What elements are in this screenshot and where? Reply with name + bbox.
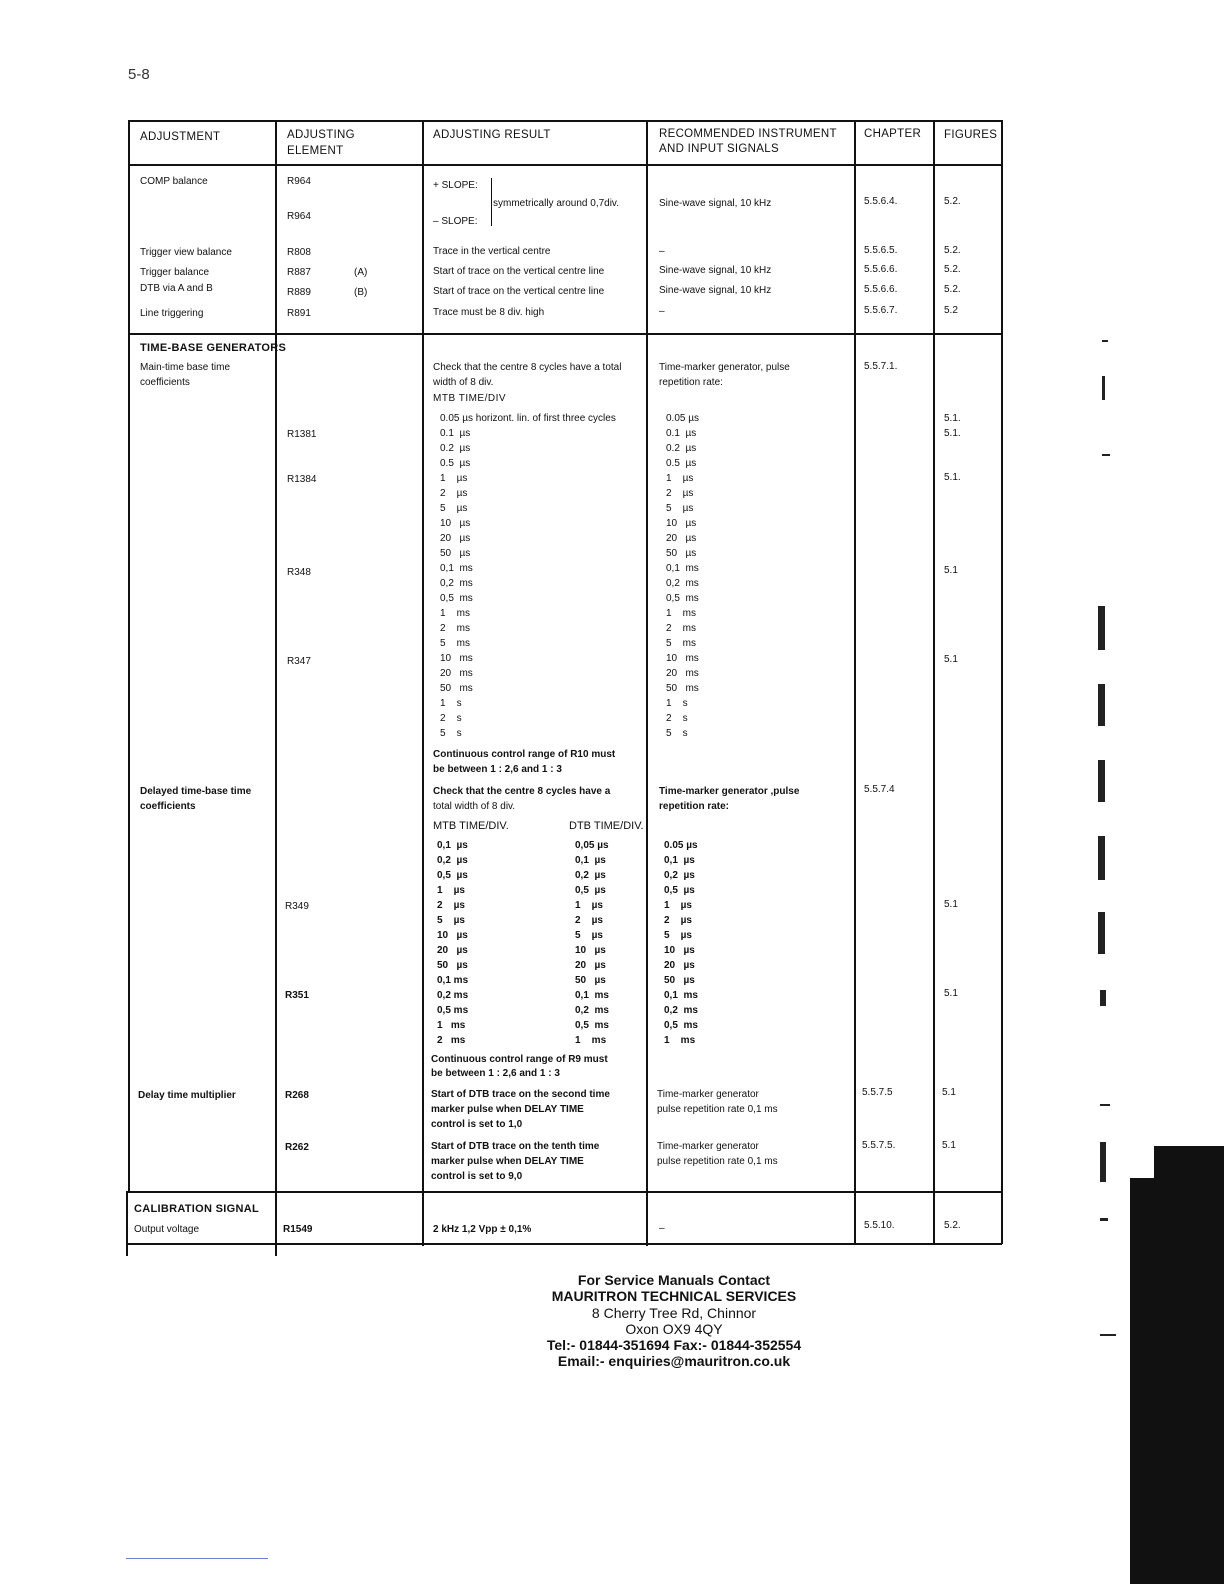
line-trigger-figure: 5.2 (944, 305, 958, 316)
column-divider-2 (422, 120, 424, 1246)
col-header-result: ADJUSTING RESULT (433, 129, 551, 141)
main-figure: 5.1. (944, 413, 961, 424)
footer-line2: MAURITRON TECHNICAL SERVICES (551, 1288, 797, 1304)
marker-rate-row: 50 ms (666, 683, 699, 694)
delayed-mtb-row: 10 µs (437, 930, 468, 941)
mtb-setting-row: 20 µs (440, 533, 471, 544)
delayed-marker-row: 1 ms (664, 1035, 696, 1046)
mtb-setting-row: 50 ms (440, 683, 473, 694)
r268-result-line2: marker pulse when DELAY TIME (431, 1104, 584, 1115)
delayed-marker-row: 0,1 µs (664, 855, 695, 866)
delayed-timebase-label-2: coefficients (140, 801, 196, 812)
calibration-output-label: Output voltage (134, 1224, 200, 1235)
table-border-left (128, 120, 130, 334)
footer-line5: Tel:- 01844-351694 Fax:- 01844-352554 (546, 1337, 802, 1353)
marker-rate-row: 10 ms (666, 653, 699, 664)
scan-mark (1100, 1142, 1106, 1182)
mtb-setting-row: 20 ms (440, 668, 473, 679)
trigger-balance-result-a: Start of trace on the vertical centre line (433, 266, 605, 277)
delayed-marker-row: 1 µs (664, 900, 692, 911)
r268-instrument-line2: pulse repetition rate 0,1 ms (657, 1104, 778, 1115)
calibration-figure: 5.2. (944, 1220, 961, 1231)
mtb-setting-row: 1 µs (440, 473, 468, 484)
bottom-rule (126, 1558, 268, 1559)
table-border-left-mid (128, 334, 130, 1192)
section-title-calibration: CALIBRATION SIGNAL (134, 1203, 259, 1215)
main-element-r347: R347 (287, 656, 311, 667)
scan-mark (1098, 606, 1105, 650)
calibration-chapter: 5.5.10. (864, 1220, 895, 1231)
r262-figure: 5.1 (942, 1140, 956, 1151)
main-result-line1: Check that the centre 8 cycles have a total (433, 362, 622, 373)
marker-rate-row: 0.1 µs (666, 428, 697, 439)
marker-rate-row: 1 µs (666, 473, 694, 484)
main-instrument-line1: Time-marker generator, pulse (659, 362, 790, 373)
line-trigger-chapter: 5.5.6.7. (864, 305, 898, 316)
delayed-mtb-header: MTB TIME/DIV. (433, 820, 509, 832)
header-divider (128, 164, 1002, 166)
main-element-r348: R348 (287, 567, 311, 578)
calibration-instrument: – (659, 1223, 665, 1234)
main-result-line2: width of 8 div. (433, 377, 494, 388)
mtb-setting-row: 10 ms (440, 653, 473, 664)
trigger-view-instrument: – (659, 246, 665, 257)
trigger-view-label: Trigger view balance (140, 247, 232, 258)
table-border-top (128, 120, 1002, 122)
table-border-right (1001, 120, 1003, 1244)
delayed-dtb-row: 0,2 µs (575, 870, 606, 881)
r262-result-line2: marker pulse when DELAY TIME (431, 1156, 584, 1167)
r262-instrument-line2: pulse repetition rate 0,1 ms (657, 1156, 778, 1167)
r10-note-line1: Continuous control range of R10 must (433, 749, 616, 760)
line-trigger-result: Trace must be 8 div. high (433, 307, 545, 318)
col-header-element-line2: ELEMENT (287, 145, 344, 157)
delayed-chapter: 5.5.7.4 (864, 784, 895, 795)
comp-balance-label: COMP balance (140, 176, 208, 187)
comp-brace (487, 178, 492, 226)
marker-rate-row: 20 ms (666, 668, 699, 679)
marker-rate-row: 5 µs (666, 503, 694, 514)
delayed-dtb-row: 10 µs (575, 945, 606, 956)
delayed-dtb-row: 50 µs (575, 975, 606, 986)
trigger-balance-label-1: Trigger balance (140, 267, 210, 278)
footer-line6: Email:- enquiries@mauritron.co.uk (557, 1353, 791, 1369)
footer-line1: For Service Manuals Contact (577, 1272, 771, 1288)
trigger-balance-figure-a: 5.2. (944, 264, 961, 275)
marker-rate-row: 2 s (666, 713, 688, 724)
r262-result-line1: Start of DTB trace on the tenth time (431, 1141, 600, 1152)
col-header-instrument-line1: RECOMMENDED INSTRUMENT (659, 128, 837, 140)
trigger-balance-chapter-b: 5.5.6.6. (864, 284, 898, 295)
footer-line4: Oxon OX9 4QY (625, 1321, 723, 1337)
delayed-figure: 5.1 (944, 899, 958, 910)
main-element-r1381: R1381 (287, 429, 317, 440)
delayed-mtb-row: 2 ms (437, 1035, 466, 1046)
main-figure: 5.1. (944, 472, 961, 483)
marker-rate-row: 0.2 µs (666, 443, 697, 454)
line-trigger-instrument: – (659, 306, 665, 317)
column-divider-3 (646, 120, 648, 1246)
marker-rate-row: 0,1 ms (666, 563, 699, 574)
main-instrument-line2: repetition rate: (659, 377, 723, 388)
marker-rate-row: 1 ms (666, 608, 697, 619)
delayed-instrument-line1: Time-marker generator ,pulse (659, 786, 800, 797)
trigger-balance-label-2: DTB via A and B (140, 283, 213, 294)
delayed-marker-row: 5 µs (664, 930, 692, 941)
delayed-mtb-row: 0,2 µs (437, 855, 468, 866)
delayed-marker-row: 20 µs (664, 960, 695, 971)
comp-figure: 5.2. (944, 196, 961, 207)
mtb-setting-row: 2 µs (440, 488, 468, 499)
mtb-setting-row: 2 ms (440, 623, 471, 634)
delayed-marker-row: 0,2 ms (664, 1005, 698, 1016)
delayed-result-line2: total width of 8 div. (433, 801, 516, 812)
col-header-adjustment: ADJUSTMENT (140, 131, 221, 143)
comp-chapter: 5.5.6.4. (864, 196, 898, 207)
mtb-setting-row: 1 s (440, 698, 462, 709)
line-trigger-label: Line triggering (140, 308, 204, 319)
col-header-element-line1: ADJUSTING (287, 129, 355, 141)
trigger-balance-tag-b: (B) (354, 287, 368, 298)
main-settings-list (440, 428, 473, 743)
trigger-balance-element-b: R889 (287, 287, 311, 298)
mtb-setting-row: 0.5 µs (440, 458, 471, 469)
delayed-mtb-row: 20 µs (437, 945, 468, 956)
marker-rate-row: 0,2 ms (666, 578, 699, 589)
trigger-balance-chapter-a: 5.5.6.6. (864, 264, 898, 275)
r262-result-line3: control is set to 9,0 (431, 1171, 523, 1182)
main-timebase-label-1: Main-time base time (140, 362, 231, 373)
r9-note-line2: be between 1 : 2,6 and 1 : 3 (431, 1068, 560, 1079)
section-divider-2 (126, 1191, 1002, 1193)
delayed-marker-row: 0,2 µs (664, 870, 695, 881)
r262-instrument-line1: Time-marker generator (657, 1141, 759, 1152)
r262-element: R262 (285, 1142, 309, 1153)
delayed-dtb-row: 0,5 ms (575, 1020, 609, 1031)
comp-element-a: R964 (287, 176, 311, 187)
delayed-marker-list (664, 840, 698, 1050)
marker-rate-row: 50 µs (666, 548, 697, 559)
trigger-view-result: Trace in the vertical centre (433, 246, 551, 257)
section-divider-1 (128, 333, 1002, 335)
r268-chapter: 5.5.7.5 (862, 1087, 893, 1098)
delayed-dtb-row: 0,2 ms (575, 1005, 609, 1016)
trigger-balance-figure-b: 5.2. (944, 284, 961, 295)
comp-element-b: R964 (287, 211, 311, 222)
delayed-dtb-row: 2 µs (575, 915, 603, 926)
delayed-marker-row: 0,5 ms (664, 1020, 698, 1031)
scan-mark (1098, 684, 1105, 726)
delayed-mtb-row: 50 µs (437, 960, 468, 971)
trigger-balance-element-a: R887 (287, 267, 311, 278)
delayed-mtb-row: 0,1 ms (437, 975, 469, 986)
table-border-left-bottom (126, 1192, 128, 1256)
comp-minus-slope: – SLOPE: (433, 216, 478, 227)
scan-edge-notch (1130, 1146, 1154, 1178)
marker-rate-row: 5 s (666, 728, 688, 739)
delayed-dtb-row: 1 µs (575, 900, 603, 911)
delayed-instrument-line2: repetition rate: (659, 801, 730, 812)
marker-rate-row: 20 µs (666, 533, 697, 544)
r268-element: R268 (285, 1090, 309, 1101)
delayed-marker-row: 0,1 ms (664, 990, 698, 1001)
marker-rate-row: 0.05 µs (666, 413, 700, 424)
main-figure: 5.1. (944, 428, 961, 439)
delayed-dtb-header: DTB TIME/DIV. (569, 820, 644, 832)
delayed-marker-row: 10 µs (664, 945, 695, 956)
main-figure: 5.1 (944, 654, 958, 665)
delayed-dtb-row: 1 ms (575, 1035, 607, 1046)
main-chapter: 5.5.7.1. (864, 361, 898, 372)
column-divider-1 (275, 120, 277, 1256)
scan-mark (1100, 1104, 1110, 1106)
marker-rate-row: 1 s (666, 698, 688, 709)
delayed-dtb-row: 5 µs (575, 930, 603, 941)
r10-note-line2: be between 1 : 2,6 and 1 : 3 (433, 764, 562, 775)
col-header-chapter: CHAPTER (864, 128, 922, 140)
col-header-figures: FIGURES (944, 129, 998, 141)
marker-rate-row: 0.5 µs (666, 458, 697, 469)
trigger-balance-instrument-b: Sine-wave signal, 10 kHz (659, 285, 772, 296)
first-row-note: 0.05 µs horizont. lin. of first three cycles (440, 413, 616, 424)
marker-rate-row: 10 µs (666, 518, 697, 529)
delayed-marker-row: 2 µs (664, 915, 692, 926)
delayed-mtb-row: 0,5 ms (437, 1005, 469, 1016)
scan-mark (1100, 1218, 1108, 1221)
mtb-setting-row: 50 µs (440, 548, 471, 559)
delayed-marker-row: 0,5 µs (664, 885, 695, 896)
r9-note-line1: Continuous control range of R9 must (431, 1054, 608, 1065)
col-header-instrument-line2: AND INPUT SIGNALS (659, 143, 779, 155)
delayed-mtb-row: 0,5 µs (437, 870, 468, 881)
delayed-element-r351: R351 (285, 990, 309, 1001)
delayed-mtb-row: 1 ms (437, 1020, 466, 1031)
section-title-timebase: TIME-BASE GENERATORS (140, 342, 287, 354)
scan-mark (1102, 376, 1105, 400)
mtb-setting-row: 0.2 µs (440, 443, 471, 454)
marker-rate-row: 5 ms (666, 638, 697, 649)
r262-chapter: 5.5.7.5. (862, 1140, 896, 1151)
delayed-mtb-list (437, 840, 468, 1050)
main-timebase-label-2: coefficients (140, 377, 190, 388)
trigger-view-chapter: 5.5.6.5. (864, 245, 898, 256)
delayed-mtb-row: 0,2 ms (437, 990, 469, 1001)
comp-instrument: Sine-wave signal, 10 kHz (659, 198, 772, 209)
mtb-time-div-header: MTB TIME/DIV (433, 393, 507, 404)
marker-rate-row: 0,5 ms (666, 593, 699, 604)
trigger-view-figure: 5.2. (944, 245, 961, 256)
mtb-setting-row: 0,2 ms (440, 578, 473, 589)
calibration-result: 2 kHz 1,2 Vpp ± 0,1% (433, 1224, 532, 1235)
delayed-dtb-list (575, 840, 609, 1050)
mtb-setting-row: 5 s (440, 728, 462, 739)
r268-result-line3: control is set to 1,0 (431, 1119, 523, 1130)
delayed-result-line1: Check that the centre 8 cycles have a (433, 786, 611, 797)
line-trigger-element: R891 (287, 308, 311, 319)
trigger-balance-result-b: Start of trace on the vertical centre line (433, 286, 605, 297)
delayed-marker-row: 0.05 µs (664, 840, 698, 851)
delayed-element-r349: R349 (285, 901, 309, 912)
delay-multiplier-label: Delay time multiplier (138, 1090, 236, 1101)
calibration-element: R1549 (283, 1224, 313, 1235)
mtb-setting-row: 10 µs (440, 518, 471, 529)
delayed-dtb-row: 0,1 ms (575, 990, 609, 1001)
r268-figure: 5.1 (942, 1087, 956, 1098)
mtb-setting-row: 0,1 ms (440, 563, 473, 574)
main-figure: 5.1 (944, 565, 958, 576)
scan-mark (1100, 990, 1106, 1006)
r268-instrument-line1: Time-marker generator (657, 1089, 759, 1100)
trigger-balance-tag-a: (A) (354, 267, 368, 278)
scan-mark (1102, 340, 1108, 342)
scan-mark (1098, 912, 1105, 954)
column-divider-5 (933, 120, 935, 1244)
delayed-figure: 5.1 (944, 988, 958, 999)
scan-mark (1100, 1334, 1116, 1336)
main-element-r1384: R1384 (287, 474, 317, 485)
delayed-dtb-row: 20 µs (575, 960, 606, 971)
marker-rate-row: 2 µs (666, 488, 694, 499)
delayed-mtb-row: 2 µs (437, 900, 465, 911)
trigger-view-element: R808 (287, 247, 311, 258)
main-marker-list (666, 413, 699, 743)
mtb-setting-row: 0,5 ms (440, 593, 473, 604)
delayed-mtb-row: 5 µs (437, 915, 465, 926)
scan-edge-shadow (1130, 1146, 1224, 1584)
mtb-setting-row: 0.1 µs (440, 428, 471, 439)
mtb-setting-row: 2 s (440, 713, 462, 724)
delayed-dtb-row: 0,5 µs (575, 885, 606, 896)
comp-result: symmetrically around 0,7div. (493, 198, 619, 209)
trigger-balance-instrument-a: Sine-wave signal, 10 kHz (659, 265, 772, 276)
mtb-setting-row: 5 ms (440, 638, 471, 649)
table-border-bottom (126, 1243, 1002, 1245)
mtb-setting-row: 1 ms (440, 608, 471, 619)
footer-line3: 8 Cherry Tree Rd, Chinnor (591, 1305, 757, 1321)
comp-plus-slope: + SLOPE: (433, 180, 478, 191)
scan-mark (1098, 836, 1105, 880)
marker-rate-row: 2 ms (666, 623, 697, 634)
scan-mark (1098, 760, 1105, 802)
mtb-setting-row: 5 µs (440, 503, 468, 514)
delayed-mtb-row: 1 µs (437, 885, 465, 896)
delayed-dtb-row: 0,1 µs (575, 855, 606, 866)
delayed-timebase-label-1: Delayed time-base time (140, 786, 252, 797)
scan-mark (1102, 454, 1110, 456)
r268-result-line1: Start of DTB trace on the second time (431, 1089, 610, 1100)
delayed-mtb-row: 0,1 µs (437, 840, 468, 851)
delayed-marker-row: 50 µs (664, 975, 695, 986)
page-number: 5-8 (128, 66, 150, 83)
column-divider-4 (854, 120, 856, 1244)
delayed-dtb-row: 0,05 µs (575, 840, 609, 851)
